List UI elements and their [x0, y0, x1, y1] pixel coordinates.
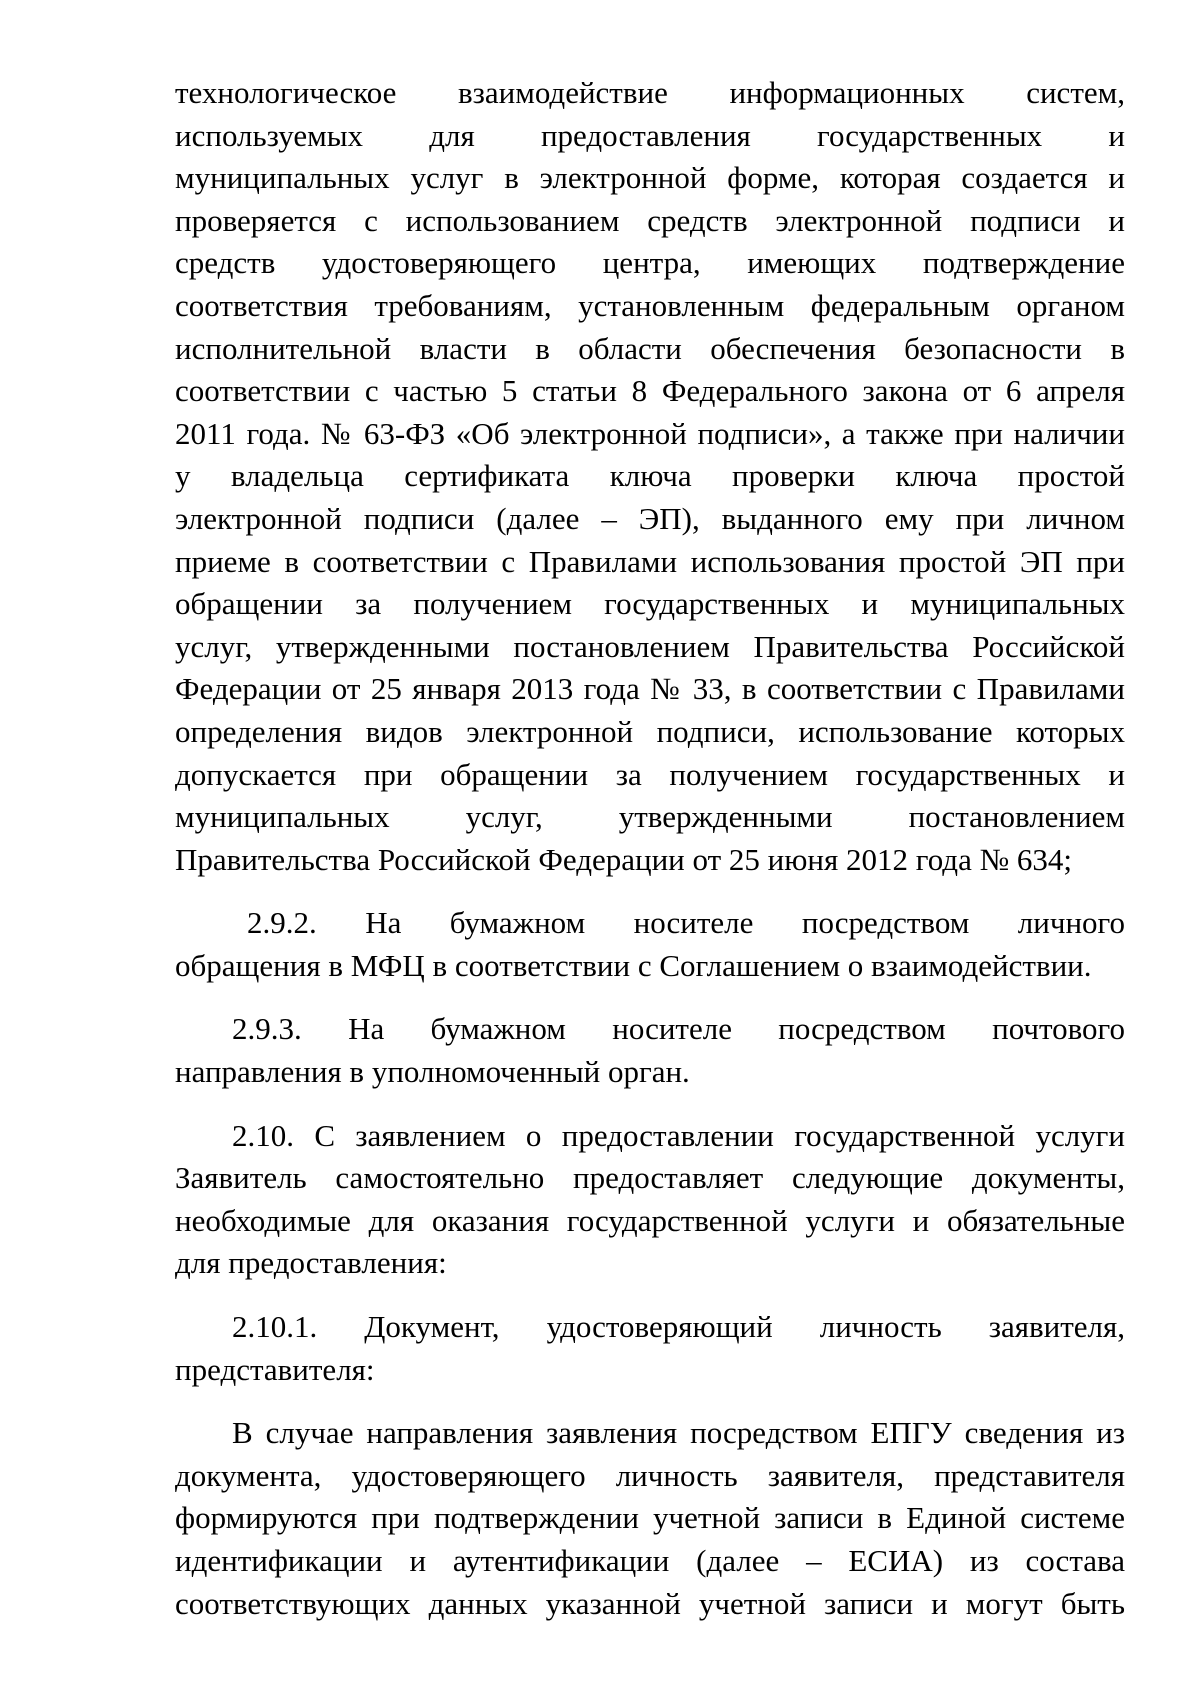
paragraph-electronic-signature	[175, 72, 1125, 881]
text-line: используемых для предоставления государственных и	[175, 117, 1125, 153]
text-line: проверяется с использованием средств электронной подписи и	[175, 202, 1125, 238]
text-line: электронной подписи (далее – ЭП), выданного ему при личном	[175, 500, 1125, 536]
text-line: 2.10.1. Документ, удостоверяющий личность заявителя,	[232, 1309, 1125, 1345]
text-line: исполнительной власти в области обеспечения безопасности в	[175, 330, 1125, 366]
text-line: технологическое взаимодействие информационных систем,	[175, 75, 1125, 110]
text-line: муниципальных услуг в электронной форме, которая создается и	[175, 160, 1125, 196]
text-line: Правительства Российской Федерации от 25 июня 2012 года № 634;	[175, 841, 1073, 877]
paragraph-2-9-2	[175, 902, 1125, 987]
text-line: идентификации и аутентификации (далее – ЕСИА) из состава	[175, 1543, 1125, 1578]
text-line: услуг, утвержденными постановлением Правительства Российской	[175, 628, 1125, 664]
text-line: определения видов электронной подписи, использование которых	[175, 713, 1125, 749]
text-line: 2011 года. № 63-ФЗ «Об электронной подписи», а также при наличии	[175, 415, 1125, 451]
text-line: 2.9.3. На бумажном носителе посредством почтового	[232, 1011, 1125, 1047]
text-line: соответствующих данных указанной учетной записи и могут быть	[175, 1585, 1125, 1621]
text-line: документа, удостоверяющего личность заявителя, представителя	[175, 1457, 1125, 1493]
text-line: обращении за получением государственных и муниципальных	[175, 586, 1125, 622]
text-line: приеме в соответствии с Правилами использования простой ЭП при	[175, 543, 1125, 579]
document-page	[175, 72, 1125, 1625]
text-line: В случае направления заявления посредством ЕПГУ сведения из	[232, 1415, 1125, 1451]
text-line: 2.9.2. На бумажном носителе посредством личного	[247, 905, 1125, 941]
text-line: 2.10. С заявлением о предоставлении государственной услуги	[232, 1117, 1125, 1153]
text-line: муниципальных услуг, утвержденными постановлением	[175, 799, 1125, 835]
text-line: Заявитель самостоятельно предоставляет следующие документы,	[175, 1160, 1125, 1196]
paragraph-2-10-1	[175, 1306, 1125, 1391]
text-line: направления в уполномоченный орган.	[175, 1054, 690, 1090]
text-line: соответствия требованиям, установленным федеральным органом	[175, 287, 1125, 323]
paragraph-2-9-3	[175, 1008, 1125, 1093]
text-line: допускается при обращении за получением государственных и	[175, 756, 1125, 792]
text-line: обращения в МФЦ в соответствии с Соглашением о взаимодействии.	[175, 947, 1092, 983]
paragraph-epgu-case	[175, 1412, 1125, 1625]
text-line: для предоставления:	[175, 1245, 447, 1281]
paragraph-2-10	[175, 1115, 1125, 1285]
text-line: представителя:	[175, 1351, 375, 1387]
text-line: формируются при подтверждении учетной записи в Единой системе	[175, 1500, 1125, 1536]
text-line: средств удостоверяющего центра, имеющих подтверждение	[175, 245, 1125, 281]
text-line: необходимые для оказания государственной услуги и обязательные	[175, 1202, 1125, 1238]
text-line: соответствии с частью 5 статьи 8 Федерального закона от 6 апреля	[175, 373, 1125, 409]
text-line: Федерации от 25 января 2013 года № 33, в соответствии с Правилами	[175, 671, 1125, 707]
text-line: у владельца сертификата ключа проверки ключа простой	[175, 458, 1125, 494]
